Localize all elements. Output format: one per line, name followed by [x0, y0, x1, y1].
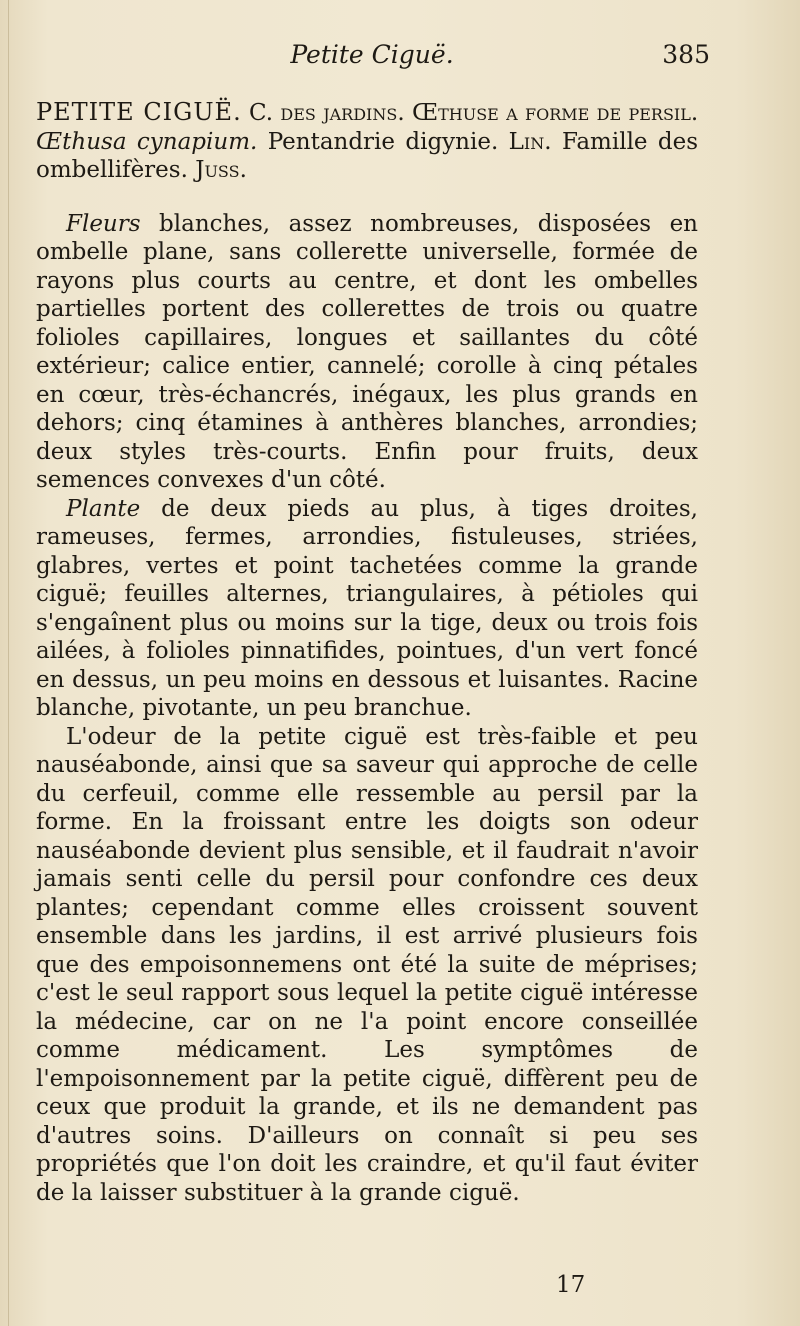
- entry-linnaean-class: Pentandrie digynie.: [267, 128, 499, 155]
- page-edge-line: [8, 0, 9, 1326]
- entry-author-jussieu: Juss.: [195, 157, 247, 183]
- entry-author-linnaeus: Lin.: [508, 128, 552, 155]
- entry-family: Famille des ombellifères.: [36, 128, 699, 183]
- paragraph-flowers: [36, 210, 698, 495]
- entry-heading-line-2: [36, 128, 698, 185]
- page-number: 385: [662, 40, 710, 69]
- paragraph-text: L'odeur de la petite ciguë est très-faible et peu nauséabonde, ainsi que sa saveur qui approche de celle du cerfeuil, comme elle ressemble au persil par la forme. En la froissant entre les doigts son odeur nauséabonde devient plus sensible, et il faudrait n'avoir jamais senti celle du persil pour confondre ces deux plantes; cependant comme elles croissent souvent ensemble dans les jardins, il est arrivé plusieurs fois que des empoisonnemens ont été la suite de méprises; c'est le seul rapport sous lequel la petite ciguë intéresse la médecine, car on ne l'a point encore conseillée comme médicament. Les symptômes de l'empoisonnement par la petite ciguë, diffèrent peu de ceux que produit la grande, et ils ne demandent pas d'autres soins. D'ailleurs on connaît si peu ses propriétés que l'on doit les craindre, et qu'il faut éviter de la laisser substituer à la grande ciguë.: [36, 723, 698, 1206]
- entry-latin-name: Œthusa cynapium.: [36, 128, 258, 155]
- paragraph-odour: [36, 723, 698, 1208]
- printer-signature-mark: 17: [556, 1272, 586, 1298]
- paragraph-text: de deux pieds au plus, à tiges droites, rameuses, fermes, arrondies, fistuleuses, striées, glabres, vertes et point tachetées comme la grande ciguë; feuilles alternes, triangulaires, à pétioles qui s'engaînent plus ou moins sur la tige, deux ou trois fois ailées, à folioles pinnatifides, pointues, d'un vert foncé en dessus, un peu moins en dessous et luisantes. Racine blanche, pivotante, un peu branchue.: [36, 495, 698, 721]
- paragraph-lead-word: Fleurs: [66, 210, 141, 237]
- dictionary-entry: [36, 98, 698, 1207]
- entry-headword: PETITE CIGUË.: [36, 98, 242, 126]
- running-title: Petite Ciguë.: [290, 40, 454, 69]
- running-head: [34, 40, 710, 80]
- paragraph-text: blanches, assez nombreuses, disposées en ombelle plane, sans collerette universelle, formée de rayons plus courts au centre, et dont les ombelles partielles portent des collerettes de trois ou quatre folioles capillaires, longues et saillantes du côté extérieur; calice entier, cannelé; corolle à cinq pétales en cœur, très-échancrés, inégaux, les plus grands en dehors; cinq étamines à anthères blanches, arrondies; deux styles très-courts. Enfin pour fruits, deux semences convexes d'un côté.: [36, 210, 698, 493]
- paragraph-plant: [36, 495, 698, 723]
- entry-alt-names: C. des jardins. Œthuse a forme de persil.: [249, 100, 699, 126]
- entry-heading-line-1: [36, 98, 698, 128]
- paragraph-lead-word: Plante: [66, 495, 141, 522]
